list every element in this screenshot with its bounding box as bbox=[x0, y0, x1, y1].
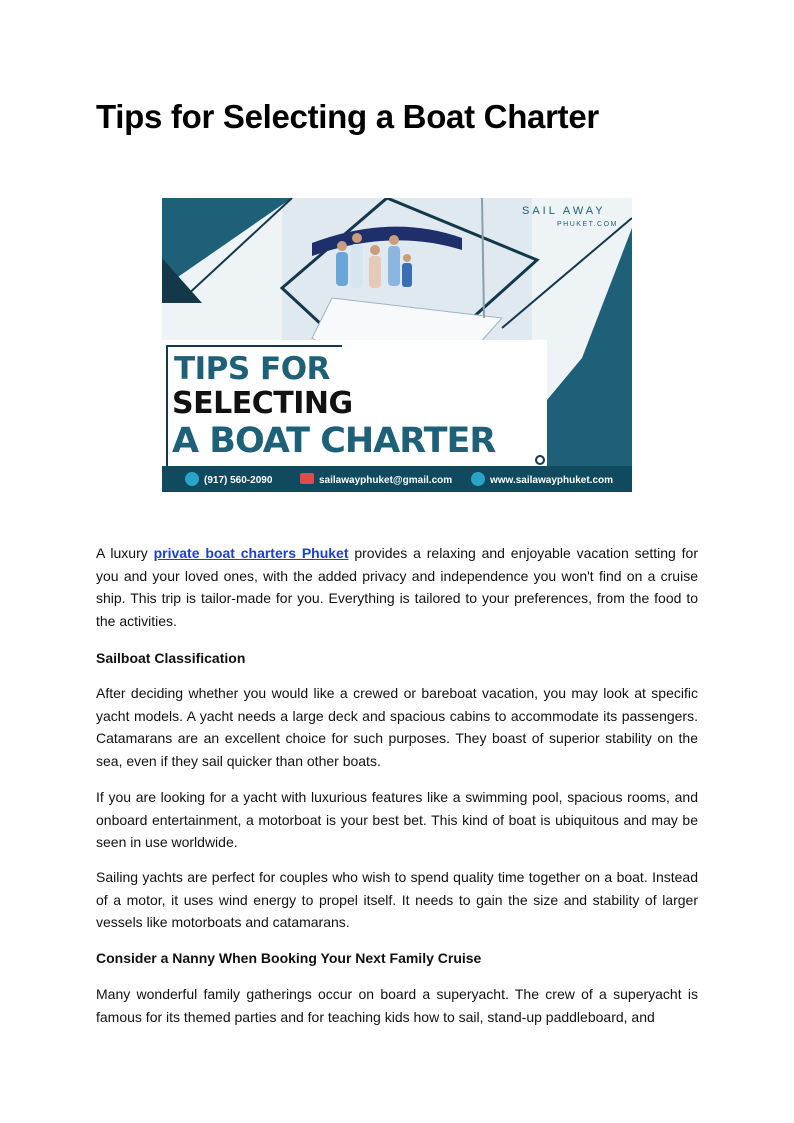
banner-headline-line1: TIPS FOR bbox=[174, 351, 330, 387]
mail-icon bbox=[300, 473, 314, 484]
banner-logo-line2: PHUKET.COM bbox=[557, 221, 618, 228]
page-title: Tips for Selecting a Boat Charter bbox=[96, 98, 599, 135]
section1-paragraph-1: After deciding whether you would like a crewed or bareboat vacation, you may look at specific yacht models. A yacht needs a large deck and spacious cabins to accommodate its passengers. Catamarans are an excellent choice for such purposes. They boast of superior stability on the sea, even if they sail quicker than other boats. bbox=[96, 685, 698, 769]
banner-logo-line1: SAIL AWAY bbox=[522, 205, 606, 217]
section-heading-sailboat-classification: Sailboat Classification bbox=[96, 650, 246, 666]
banner-website: www.sailawayphuket.com bbox=[490, 475, 614, 486]
banner-headline-line2: SELECTING bbox=[172, 386, 353, 421]
banner-phone: (917) 560-2090 bbox=[204, 475, 273, 486]
intro-paragraph: A luxury private boat charters Phuket provides a relaxing and enjoyable vacation setting for you and your loved ones, with the added privacy and independence you won't find on a cruise ship. This trip is tailor-made for you. Everything is tailored to your preferences, from the food to the activities. bbox=[96, 545, 698, 629]
banner-email: sailawayphuket@gmail.com bbox=[319, 475, 453, 486]
section1-paragraph-2: If you are looking for a yacht with luxurious features like a swimming pool, spacious rooms, and onboard entertainment, a motorboat is your best bet. This kind of boat is ubiquitous and may be seen in use worldwide. bbox=[96, 789, 698, 850]
phone-icon bbox=[185, 472, 199, 486]
banner-headline-line3: A BOAT CHARTER bbox=[172, 421, 496, 461]
section2-paragraph-1: Many wonderful family gatherings occur on board a superyacht. The crew of a superyacht is famous for its themed parties and for teaching kids how to sail, stand-up paddleboard, and bbox=[96, 986, 698, 1025]
banner-image bbox=[162, 198, 632, 492]
private-boat-charters-link[interactable]: private boat charters Phuket bbox=[153, 545, 349, 561]
section-heading-nanny: Consider a Nanny When Booking Your Next Family Cruise bbox=[96, 950, 482, 966]
section1-paragraph-3: Sailing yachts are perfect for couples who wish to spend quality time together on a boat. Instead of a motor, it uses wind energy to propel itself. It needs to gain the size and stability of larger vessels like motorboats and catamarans. bbox=[96, 869, 698, 930]
globe-icon bbox=[471, 472, 485, 486]
